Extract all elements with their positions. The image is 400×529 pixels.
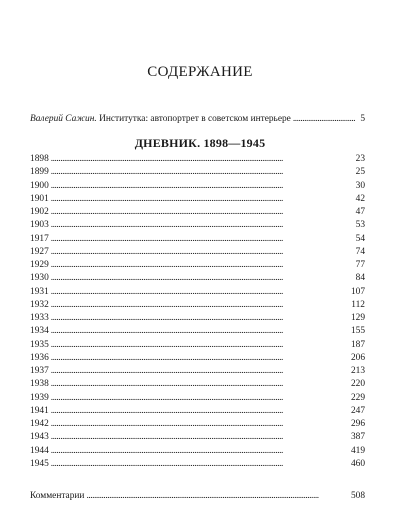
dot-leader [51,206,354,218]
year-page-number: 247 [350,405,365,416]
toc-entry-year [30,166,365,178]
toc-entry-year [30,339,365,351]
year-label: 1902 [30,207,49,217]
dot-leader [51,392,349,404]
year-page-number: 112 [351,299,365,310]
year-page-number: 419 [350,445,365,456]
dot-leader [51,405,349,417]
year-page-number: 155 [350,326,365,337]
dot-leader [51,246,354,258]
toc-entry-year [30,259,365,271]
year-label: 1933 [30,313,49,323]
page-title: СОДЕРЖАНИЕ [147,64,253,80]
intro-page-number: 5 [360,114,365,124]
year-page-number: 53 [355,220,365,231]
toc-entry-year [30,206,365,218]
toc-entry-year [30,418,365,430]
dot-leader [51,299,350,311]
toc-entry-intro [30,113,365,125]
year-label: 1903 [30,220,49,231]
intro-text: Институтка: автопортрет в советском интерьере [99,114,291,124]
year-label: 1899 [30,167,49,178]
year-label: 1935 [30,339,49,350]
year-label: 1942 [30,419,49,429]
comments-page-number: 508 [350,491,365,501]
dot-leader [51,431,349,443]
year-label: 1937 [30,366,49,376]
year-page-number: 30 [355,180,365,191]
year-label: 1917 [30,233,49,244]
year-page-number: 387 [350,432,365,443]
toc-entry-year [30,193,365,205]
year-page-number: 187 [350,339,365,350]
year-label: 1945 [30,458,49,469]
toc-entry-year [30,405,365,417]
year-label: 1927 [30,246,49,257]
toc-entry-year [30,312,365,324]
year-page-number: 460 [350,458,365,469]
dot-leader [51,325,349,337]
dot-leader [51,193,354,205]
year-page-number: 220 [350,379,365,390]
intro-author: Валерий Сажин. [30,114,97,124]
year-page-number: 23 [355,154,365,164]
dot-leader [51,312,349,324]
year-label: 1936 [30,352,49,363]
dot-leader [51,166,354,178]
year-label: 1943 [30,432,49,443]
year-page-number: 47 [355,207,365,217]
toc-entry-year [30,272,365,284]
year-page-number: 77 [355,260,365,270]
year-label: 1901 [30,193,49,204]
dot-leader [51,352,349,364]
year-label: 1938 [30,379,49,390]
toc-entry-year [30,458,365,470]
toc-entry-year [30,286,365,298]
year-label: 1898 [30,154,49,164]
toc-entry-year [30,219,365,231]
toc-entry-year [30,153,365,165]
dot-leader [51,286,349,298]
year-page-number: 74 [355,246,365,257]
dot-leader [51,458,349,470]
dot-leader [86,490,349,502]
year-page-number: 54 [355,233,365,244]
dot-leader [51,259,354,271]
year-label: 1944 [30,445,49,456]
section-heading: ДНЕВНИК. 1898—1945 [134,136,266,150]
comments-label: Комментарии [30,491,85,501]
year-page-number: 42 [355,193,365,204]
year-page-number: 107 [350,286,365,297]
dot-leader [51,339,349,351]
dot-leader [51,365,349,377]
toc-entry-year [30,352,365,364]
dot-leader [293,113,355,125]
year-page-number: 129 [350,313,365,323]
toc-entry-year [30,299,365,311]
dot-leader [51,418,349,430]
year-page-number: 84 [355,273,365,284]
year-label: 1931 [30,286,49,297]
dot-leader [51,153,354,165]
dot-leader [51,180,354,192]
year-label: 1900 [30,180,49,191]
year-page-number: 229 [350,392,365,403]
year-page-number: 206 [350,352,365,363]
year-page-number: 213 [350,366,365,376]
toc-entry-year [30,392,365,404]
toc-entry-year [30,180,365,192]
dot-leader [51,233,354,245]
toc-entry-year [30,378,365,390]
year-label: 1939 [30,392,49,403]
year-label: 1941 [30,405,49,416]
dot-leader [51,219,354,231]
toc-entry-comments [30,490,365,502]
toc-entry-year [30,431,365,443]
dot-leader [51,445,349,457]
dot-leader [51,378,349,390]
year-label: 1929 [30,260,49,270]
year-page-number: 25 [355,167,365,178]
toc-entry-year [30,325,365,337]
year-label: 1934 [30,326,49,337]
dot-leader [51,272,354,284]
toc-entry-year [30,365,365,377]
toc-entry-year [30,233,365,245]
year-label: 1932 [30,299,49,310]
year-page-number: 296 [350,419,365,429]
toc-entry-year [30,246,365,258]
toc-entry-year [30,445,365,457]
year-label: 1930 [30,273,49,284]
